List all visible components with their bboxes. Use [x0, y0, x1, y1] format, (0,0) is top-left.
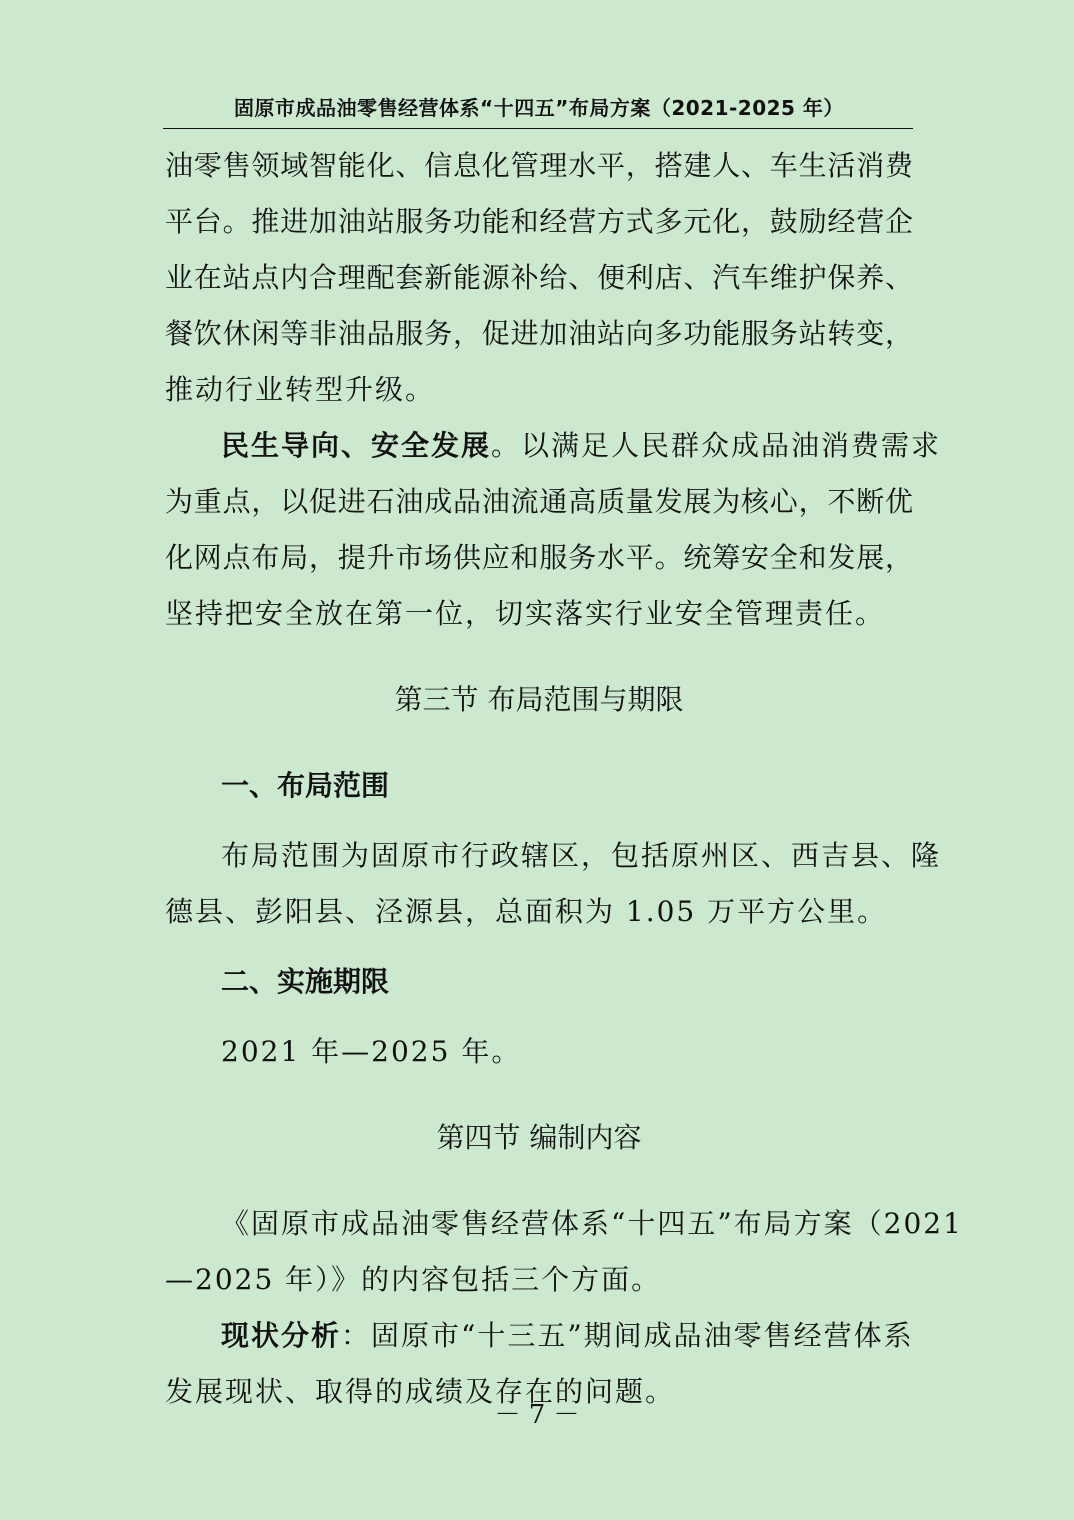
page-number: － 7 －	[494, 1400, 580, 1430]
section-heading: 第四节 编制内容	[436, 1121, 642, 1154]
text-line: 餐饮休闲等非油品服务，促进加油站向多功能服务站转变，	[165, 317, 913, 350]
text-line: 业在站点内合理配套新能源补给、便利店、汽车维护保养、	[165, 261, 913, 294]
sub-heading-period: 二、实施期限	[221, 965, 390, 998]
text-line: 德县、彭阳县、泾源县，总面积为 1.05 万平方公里。	[165, 895, 888, 928]
text-line: 《固原市成品油零售经营体系“十四五”布局方案（2021	[221, 1207, 963, 1240]
paragraph-text: 。以满足人民群众成品油消费需求	[491, 429, 942, 462]
text-line: 发展现状、取得的成绩及存在的问题。	[165, 1375, 676, 1408]
text-line: 2021 年—2025 年。	[221, 1035, 522, 1068]
section-heading: 第三节 布局范围与期限	[394, 683, 684, 716]
paragraph-text: ：固原市“十三五”期间成品油零售经营体系	[341, 1319, 914, 1352]
paragraph-livelihood-safety	[165, 418, 942, 642]
paragraph-lead: 民生导向、安全发展	[221, 429, 492, 462]
text-line: 坚持把安全放在第一位，切实落实行业安全管理责任。	[165, 597, 886, 630]
paragraph-lead: 现状分析	[221, 1319, 342, 1352]
text-line: 油零售领域智能化、信息化管理水平，搭建人、车生活消费	[165, 149, 913, 182]
sub-heading-scope: 一、布局范围	[221, 769, 390, 802]
text-line	[165, 1308, 913, 1364]
header-rule	[163, 128, 913, 129]
text-line: 推动行业转型升级。	[165, 373, 436, 406]
spacer	[165, 940, 913, 954]
running-header: 固原市成品油零售经营体系“十四五”布局方案（2021-2025 年）	[234, 96, 844, 120]
spacer	[165, 1166, 913, 1196]
spacer	[165, 1010, 913, 1024]
document-body	[165, 138, 963, 1420]
spacer	[165, 814, 913, 828]
spacer	[165, 1080, 913, 1110]
text-line: 为重点，以促进石油成品油流通高质量发展为核心，不断优	[165, 485, 913, 518]
text-line: —2025 年）》的内容包括三个方面。	[165, 1263, 662, 1296]
text-line: 平台。推进加油站服务功能和经营方式多元化，鼓励经营企	[165, 205, 913, 238]
spacer	[165, 728, 913, 758]
text-line: 布局范围为固原市行政辖区，包括原州区、西吉县、隆	[221, 839, 942, 872]
text-line: 化网点布局，提升市场供应和服务水平。统筹安全和发展，	[165, 541, 913, 574]
spacer	[165, 642, 913, 672]
paragraph-continuation	[165, 138, 913, 418]
text-line	[165, 418, 942, 474]
